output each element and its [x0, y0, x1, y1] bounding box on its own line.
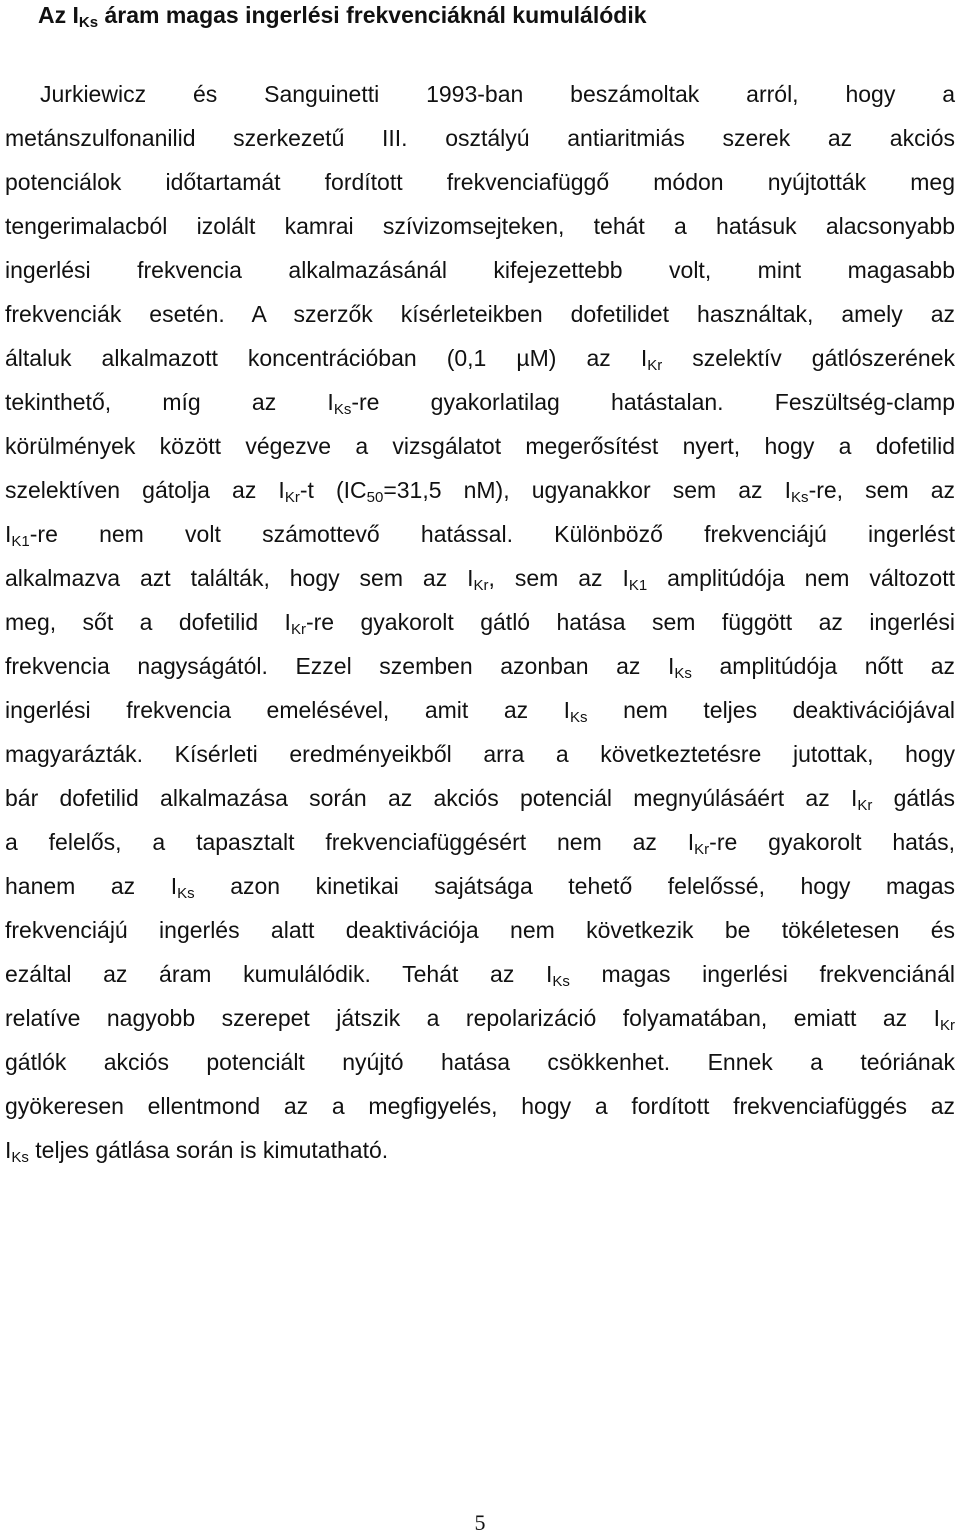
text-line	[5, 512, 955, 556]
text-run: meg, sőt a dofetilid I	[5, 609, 291, 635]
text-run: ezáltal az áram kumulálódik. Tehát az I	[5, 961, 553, 987]
body-paragraph	[5, 72, 955, 1172]
subscript: Ks	[570, 709, 588, 726]
text-line	[5, 732, 955, 776]
text-run: hanem az I	[5, 873, 178, 899]
text-line	[5, 336, 955, 380]
subscript: Kr	[290, 621, 306, 638]
text-run: frekvencia nagyságától. Ezzel szemben azonban az I	[5, 653, 675, 679]
subscript: Kr	[284, 489, 300, 506]
section-heading	[38, 0, 647, 38]
subscript: K1	[11, 533, 30, 550]
subscript: Ks	[333, 401, 352, 418]
text-line	[5, 424, 955, 468]
text-run: körülmények között végezve a vizsgálatot megerősítést nyert, hogy a dofetilid	[5, 433, 955, 459]
text-run: potenciálok időtartamát fordított frekvenciafüggő módon nyújtották meg	[5, 169, 955, 195]
text-line	[5, 820, 955, 864]
text-run: a felelős, a tapasztalt frekvenciafüggésért nem az I	[5, 829, 695, 855]
subscript: Kr	[647, 357, 663, 374]
subscript: Ks	[177, 885, 195, 902]
text-line	[5, 468, 955, 512]
text-line	[5, 116, 955, 160]
heading-text-rest: áram magas ingerlési frekvenciáknál kumulálódik	[98, 2, 647, 28]
text-run: nem teljes deaktivációjával	[587, 697, 955, 723]
subscript: Ks	[674, 665, 692, 682]
text-run: I	[5, 521, 12, 547]
text-run: gátlók akciós potenciált nyújtó hatása csökkenhet. Ennek a teóriának	[5, 1049, 955, 1075]
text-run: -re gyakorolt gátló hatása sem függött az ingerlési	[305, 609, 955, 635]
text-run: gátlás	[872, 785, 955, 811]
text-run: relatíve nagyobb szerepet játszik a repolarizáció folyamatában, emiatt az I	[5, 1005, 940, 1031]
text-line	[5, 996, 955, 1040]
text-line	[5, 1084, 955, 1128]
text-run: =31,5 nM), ugyanakkor sem az I	[383, 477, 792, 503]
subscript: Kr	[940, 1017, 955, 1034]
text-run: -re gyakorlatilag hatástalan. Feszültség-clamp	[351, 389, 955, 415]
text-run: azon kinetikai sajátsága tehető felelőssé, hogy magas	[194, 873, 955, 899]
text-line	[5, 688, 955, 732]
text-run: amplitúdója nem változott	[647, 565, 955, 591]
text-line	[5, 1040, 955, 1084]
text-run: frekvenciák esetén. A szerzők kísérleteikben dofetilidet használtak, amely az	[5, 301, 955, 327]
text-run: amplitúdója nőtt az	[691, 653, 956, 679]
text-run: -re, sem az	[808, 477, 955, 503]
text-run: magyarázták. Kísérleti eredményeikből arra a következtetésre jutottak, hogy	[5, 741, 955, 767]
text-line	[5, 864, 955, 908]
text-line	[5, 160, 955, 204]
subscript: Ks	[11, 1149, 29, 1166]
page-number: 5	[474, 1510, 486, 1535]
text-line	[5, 380, 955, 424]
text-line	[5, 644, 955, 688]
text-run: Jurkiewicz és Sanguinetti 1993-ban beszámoltak arról, hogy a	[40, 81, 955, 107]
text-run: magas ingerlési frekvenciánál	[569, 961, 955, 987]
text-run: teljes gátlása során is kimutatható.	[28, 1137, 389, 1163]
text-run: ingerlési frekvencia alkalmazásánál kifejezettebb volt, mint magasabb	[5, 257, 955, 283]
text-run: -re gyakorolt hatás,	[709, 829, 956, 855]
subscript: Ks	[791, 489, 809, 506]
text-run: tengerimalacból izolált kamrai szívizomsejteken, tehát a hatásuk alacsonyabb	[5, 213, 955, 239]
text-line	[5, 952, 955, 996]
text-run: ingerlési frekvencia emelésével, amit az I	[5, 697, 571, 723]
text-line	[5, 776, 955, 820]
heading-subscript: Ks	[78, 14, 99, 31]
text-line	[5, 908, 955, 952]
text-run: szelektíven gátolja az I	[5, 477, 285, 503]
text-run: alkalmazva azt találták, hogy sem az I	[5, 565, 474, 591]
text-line	[5, 292, 955, 336]
text-run: metánszulfonanilid szerkezetű III. osztályú antiaritmiás szerek az akciós	[5, 125, 955, 151]
text-run: -t (IC	[299, 477, 367, 503]
text-line	[5, 600, 955, 644]
subscript: Kr	[694, 841, 710, 858]
text-run: szelektív gátlószerének	[662, 345, 955, 371]
subscript: K1	[628, 577, 648, 594]
text-line	[5, 204, 955, 248]
heading-text: Az I	[38, 2, 79, 28]
text-line	[5, 556, 955, 600]
text-run: bár dofetilid alkalmazása során az akciós potenciál megnyúlásáért az I	[5, 785, 858, 811]
subscript: Ks	[552, 973, 570, 990]
text-run: gyökeresen ellentmond az a megfigyelés, hogy a fordított frekvenciafüggés az	[5, 1093, 955, 1119]
text-run: I	[5, 1137, 12, 1163]
text-run: frekvenciájú ingerlés alatt deaktivációja nem következik be tökéletesen és	[5, 917, 955, 943]
text-line	[5, 248, 955, 292]
text-line	[5, 72, 955, 116]
subscript: Kr	[473, 577, 489, 594]
text-run: -re nem volt számottevő hatással. Különböző frekvenciájú ingerlést	[29, 521, 955, 547]
text-line	[5, 1128, 955, 1172]
subscript: Kr	[857, 797, 873, 814]
text-run: általuk alkalmazott koncentrációban (0,1 µM) az I	[5, 345, 648, 371]
text-run: , sem az I	[488, 565, 629, 591]
subscript: 50	[366, 489, 384, 506]
text-run: tekinthető, míg az I	[5, 389, 334, 415]
